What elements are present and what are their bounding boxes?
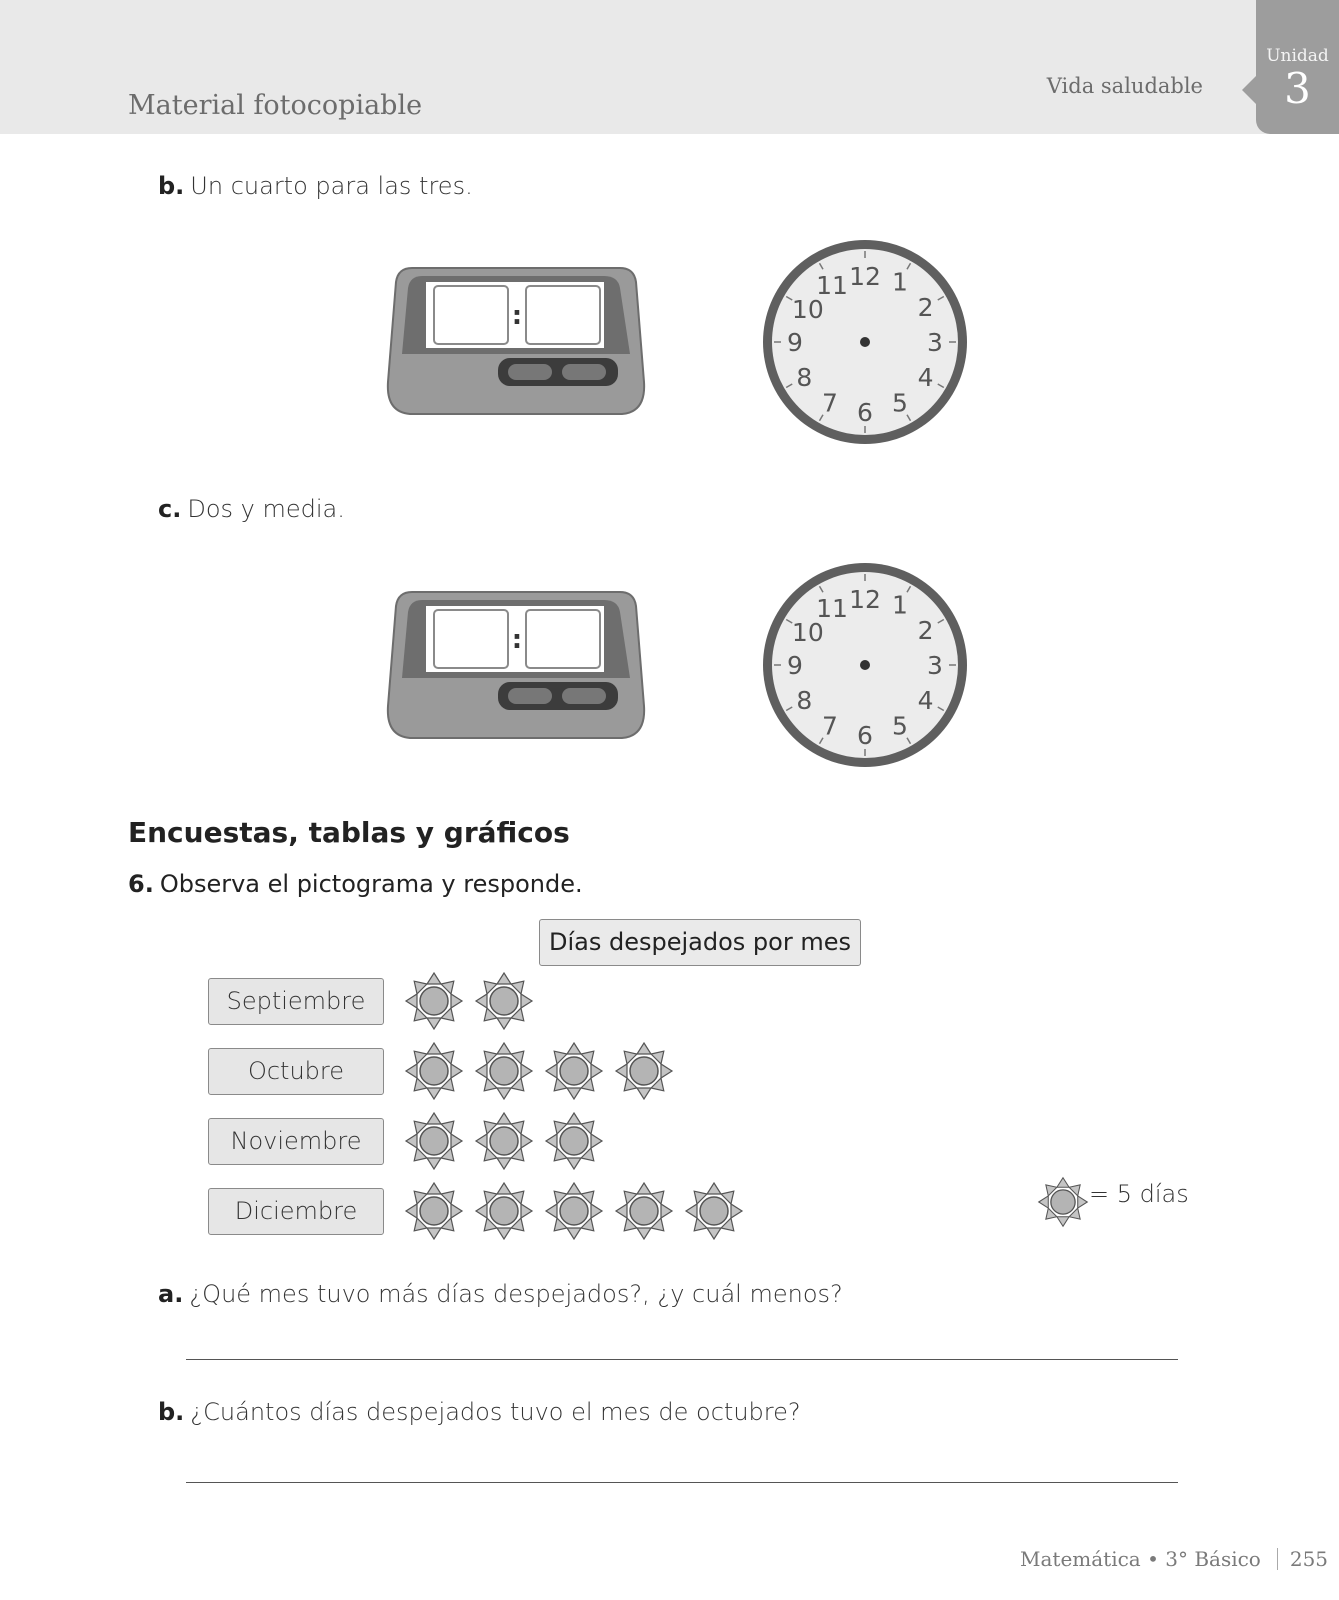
clock-number: 11 (816, 593, 848, 623)
clock-number: 1 (892, 267, 908, 297)
month-label: Septiembre (208, 978, 384, 1025)
clock-number: 6 (857, 721, 873, 750)
question-letter: b. (158, 1398, 185, 1426)
time-separator: : (511, 625, 523, 655)
item-c (158, 495, 345, 523)
sun-icon (404, 1181, 464, 1241)
month-label: Noviembre (208, 1118, 384, 1165)
sun-icon (614, 1181, 674, 1241)
item-letter: c. (158, 495, 182, 523)
header-section-name: Vida saludable (1046, 74, 1203, 98)
clock-number: 2 (917, 293, 934, 322)
sun-icon (404, 1041, 464, 1101)
analog-clock (760, 560, 970, 770)
item-text: Dos y media. (187, 495, 345, 523)
sun-icon (1037, 1176, 1089, 1228)
clock-number: 8 (796, 686, 813, 715)
hours-box[interactable] (434, 610, 508, 668)
clock-number: 3 (927, 651, 943, 680)
sun-icon (544, 1111, 604, 1171)
month-label: Octubre (208, 1048, 384, 1095)
minutes-box[interactable] (526, 286, 600, 344)
clock-number: 4 (917, 363, 934, 392)
clock-number: 9 (787, 328, 803, 357)
unit-label: Unidad (1266, 46, 1329, 66)
answer-line-b[interactable] (186, 1482, 1178, 1483)
clock-number: 4 (917, 686, 934, 715)
sun-icon (404, 971, 464, 1031)
exercise-6 (128, 870, 583, 898)
clock-number: 8 (796, 363, 813, 392)
clock-number: 5 (892, 711, 908, 741)
sun-icon (544, 1181, 604, 1241)
clock-number: 12 (849, 585, 881, 614)
clock-number: 2 (917, 616, 934, 645)
footer-book: Matemática • 3° Básico (1020, 1547, 1261, 1571)
unit-tab (1256, 0, 1339, 134)
clock-number: 6 (857, 398, 873, 427)
clock-number: 7 (822, 388, 838, 418)
pictogram-legend (1037, 1176, 1089, 1232)
clock-number: 3 (927, 328, 943, 357)
header-title: Material fotocopiable (128, 90, 423, 121)
sun-icon (544, 1041, 604, 1101)
sun-icon (474, 1181, 534, 1241)
question-a (158, 1280, 843, 1308)
item-b (158, 172, 473, 200)
clock-number: 9 (787, 651, 803, 680)
item-text: Un cuarto para las tres. (190, 172, 473, 200)
time-separator: : (511, 301, 523, 331)
page-footer (1020, 1547, 1328, 1571)
answer-line-a[interactable] (186, 1359, 1178, 1360)
section-title: Encuestas, tablas y gráficos (128, 816, 570, 849)
sun-icon (614, 1041, 674, 1101)
hours-box[interactable] (434, 286, 508, 344)
question-b (158, 1398, 801, 1426)
clock-number: 5 (892, 388, 908, 418)
exercise-number: 6. (128, 870, 154, 898)
page-number: 255 (1289, 1547, 1329, 1571)
sun-icon (684, 1181, 744, 1241)
sun-icon (404, 1111, 464, 1171)
clock-number: 1 (892, 590, 908, 620)
clock-number: 7 (822, 711, 838, 741)
question-text: ¿Cuántos días despejados tuvo el mes de octubre? (190, 1398, 801, 1426)
clock-center (860, 660, 870, 670)
clock-number: 11 (816, 270, 848, 300)
minutes-box[interactable] (526, 610, 600, 668)
item-letter: b. (158, 172, 185, 200)
clock-number: 12 (849, 262, 881, 291)
sun-icon (474, 1041, 534, 1101)
unit-number: 3 (1284, 64, 1311, 113)
sun-icon (474, 1111, 534, 1171)
clock-center (860, 337, 870, 347)
clock-number: 10 (791, 618, 824, 647)
unit-tab-arrow (1242, 76, 1256, 104)
question-text: ¿Qué mes tuvo más días despejados?, ¿y cuál menos? (189, 1280, 843, 1308)
sun-icon (474, 971, 534, 1031)
question-letter: a. (158, 1280, 184, 1308)
digital-clock (382, 262, 650, 420)
footer-separator (1277, 1548, 1278, 1570)
digital-clock (382, 586, 650, 744)
clock-number: 10 (791, 295, 824, 324)
exercise-text: Observa el pictograma y responde. (159, 870, 583, 898)
analog-clock (760, 237, 970, 447)
pictogram-title: Días despejados por mes (539, 919, 861, 966)
legend-text: = 5 días (1089, 1180, 1189, 1208)
month-label: Diciembre (208, 1188, 384, 1235)
